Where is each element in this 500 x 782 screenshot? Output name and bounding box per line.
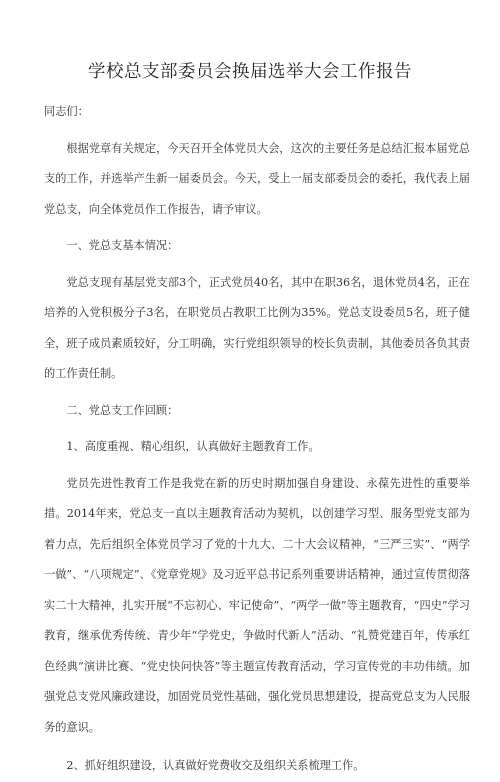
section-heading-2: 二、党总支工作回顾： <box>66 403 179 417</box>
paragraph-basic-info: 党总支现有基层党支部3个，正式党员40名，其中在职36名，退休党员4名，正在培养的入党积极分子3名，在职党员占教职工比例为35%。党总支设委员5名，班子健全，班子成员素质较好，分工明确，实行党组织领导的校长负责制，其他委员各负其责的工作责任制。 <box>44 275 470 380</box>
document-body <box>44 97 470 782</box>
paragraph-education: 党员先进性教育工作是我党在新的历史时期加强自身建设、永葆先进性的重要举措。2014年来，党总支一直以主题教育活动为契机，以创建学习型、服务型党支部为着力点，先后组织全体党员学习了党的十九大、二十大会议精神，“三严三实”、“两学一做”、“八项规定”、《党章党规》及习近平总书记系列重要讲话精神，通过宣传贯彻落实二十大精神，扎实开展“不忘初心、牢记使命”、“两学一做”等主题教育，“四史”学习教育，继承优秀传统、青少年“学党史，争做时代新人”活动、“礼赞党建百年，传承红色经典”演讲比赛、“党史快问快答”等主题宣传教育活动，学习宣传党的丰功伟绩。加强党总支党风廉政建设，加固党员党性基础，强化党员思想建设，提高党总支为人民服务的意识。 <box>44 476 470 734</box>
subsection-heading-2: 2、抓好组织建设，认真做好党费收交及组织关系梳理工作。 <box>66 759 365 772</box>
paragraph-intro: 根据党章有关规定，今天召开全体党员大会，这次的主要任务是总结汇报本届党总支的工作，并选举产生新一届委员会。今天，受上一届支部委员会的委托，我代表上届党总支，向全体党员作工作报告，请予审议。 <box>44 141 470 216</box>
greeting: 同志们： <box>44 105 89 118</box>
document-title: 学校总支部委员会换届选举大会工作报告 <box>88 62 412 82</box>
subsection-heading-1: 1、高度重视、精心组织，认真做好主题教育工作。 <box>66 440 320 453</box>
section-heading-1: 一、党总支基本情况： <box>66 239 179 252</box>
